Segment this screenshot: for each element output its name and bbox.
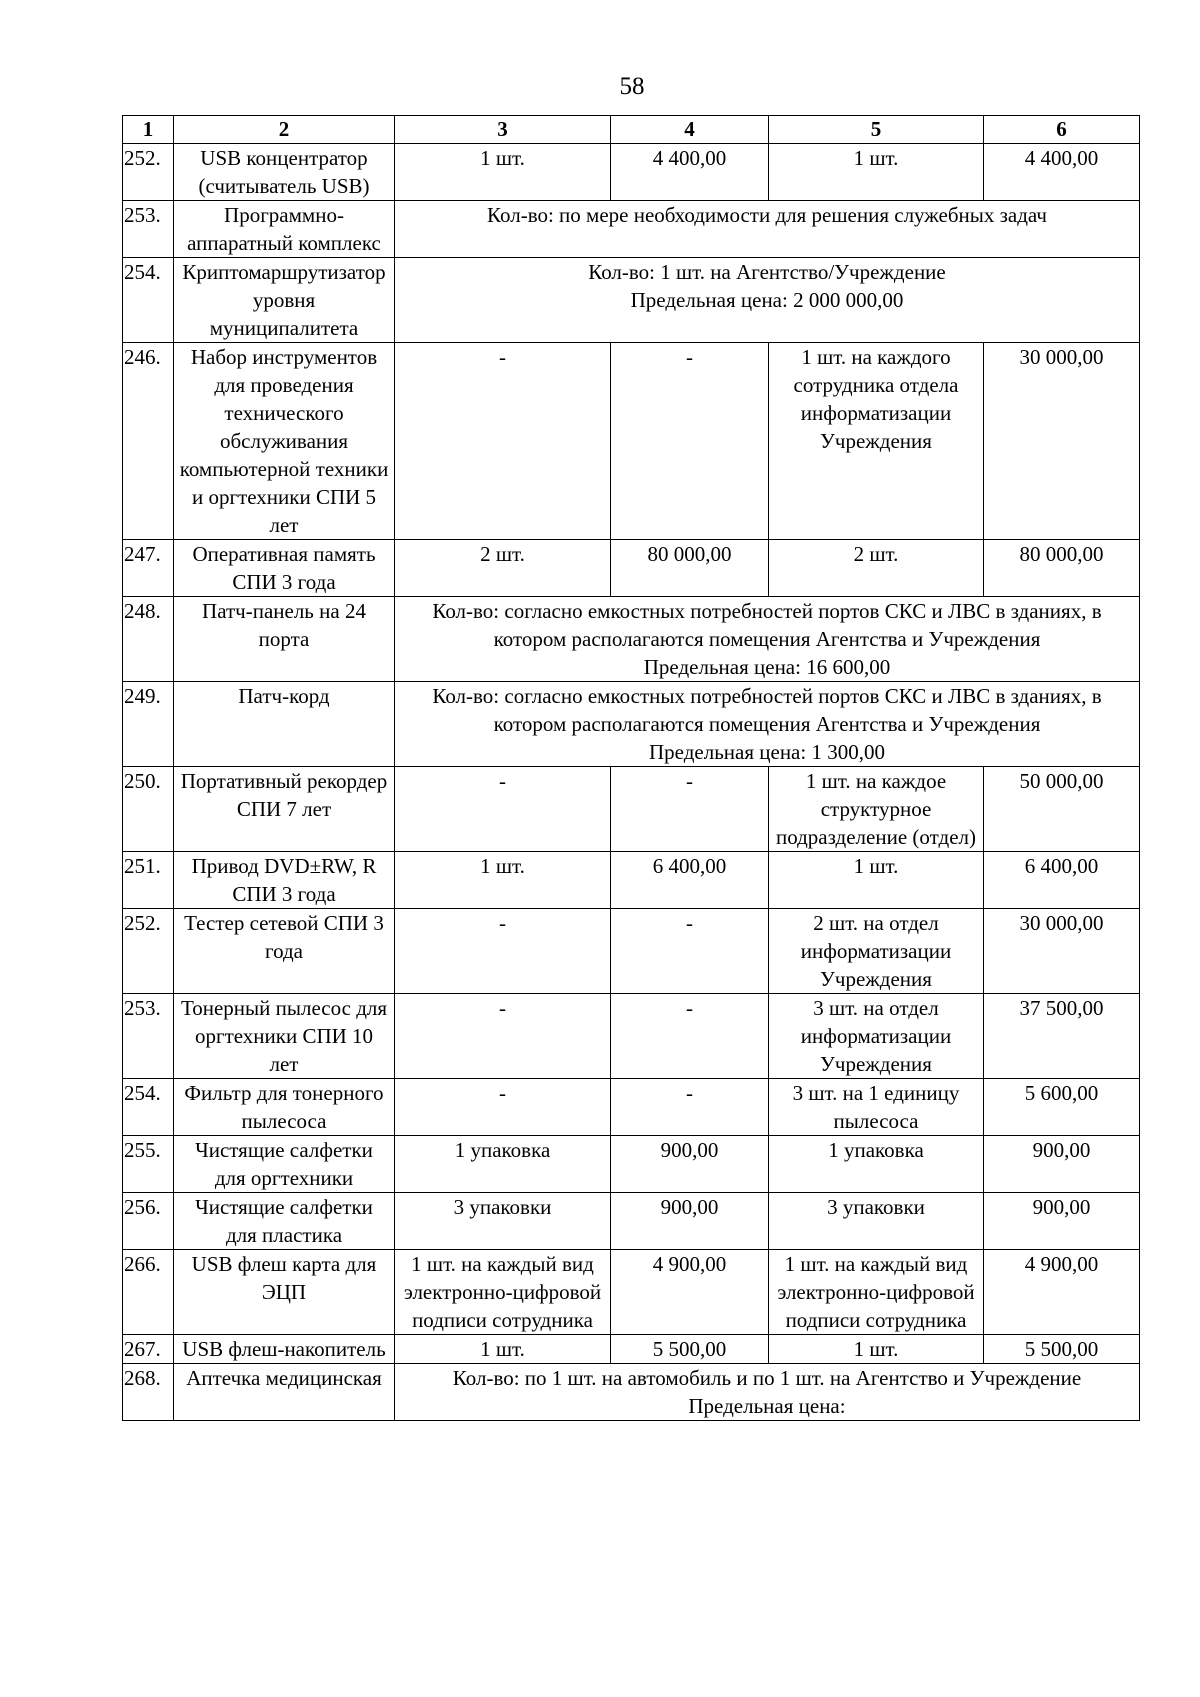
column-header: 6 — [984, 116, 1140, 144]
col5-value: 1 шт. — [769, 1335, 984, 1364]
col6-value: 5 500,00 — [984, 1335, 1140, 1364]
table-row — [123, 343, 1140, 540]
row-number: 256. — [123, 1193, 174, 1250]
merged-note — [395, 597, 1140, 682]
table-row — [123, 909, 1140, 994]
col5-value: 3 шт. на отдел информатизации Учреждения — [769, 994, 984, 1079]
row-number: 255. — [123, 1136, 174, 1193]
note-line: Кол-во: согласно емкостных потребностей портов СКС и ЛВС в зданиях, в — [432, 599, 1102, 623]
page-number: 58 — [619, 73, 645, 100]
item-name: Патч-корд — [174, 682, 395, 767]
row-number: 246. — [123, 343, 174, 540]
item-name: Аптечка медицинская — [174, 1364, 395, 1421]
note-line: Предельная цена: 1 300,00 — [649, 740, 885, 764]
item-name: Набор инструментов для проведения технического обслуживания компьютерной техники и оргтехники СПИ 5 лет — [174, 343, 395, 540]
table-row — [123, 144, 1140, 201]
table-row — [123, 201, 1140, 258]
table-row — [123, 682, 1140, 767]
item-name: Оперативная память СПИ 3 года — [174, 540, 395, 597]
col4-value: 900,00 — [611, 1136, 769, 1193]
item-name: Программно-аппаратный комплекс — [174, 201, 395, 258]
row-number: 253. — [123, 201, 174, 258]
col6-value: 900,00 — [984, 1193, 1140, 1250]
table-row — [123, 1136, 1140, 1193]
col6-value: 37 500,00 — [984, 994, 1140, 1079]
item-name: USB концентратор (считыватель USB) — [174, 144, 395, 201]
column-header: 4 — [611, 116, 769, 144]
col3-value: - — [395, 909, 611, 994]
table-row — [123, 1079, 1140, 1136]
table-row — [123, 1335, 1140, 1364]
item-name: Фильтр для тонерного пылесоса — [174, 1079, 395, 1136]
table-row — [123, 258, 1140, 343]
table-row — [123, 1364, 1140, 1421]
note-line: Кол-во: согласно емкостных потребностей портов СКС и ЛВС в зданиях, в — [432, 684, 1102, 708]
col3-value: - — [395, 343, 611, 540]
row-number: 252. — [123, 909, 174, 994]
col5-value: 1 шт. на каждый вид электронно-цифровой подписи сотрудника — [769, 1250, 984, 1335]
item-name: Патч-панель на 24 порта — [174, 597, 395, 682]
col4-value: 900,00 — [611, 1193, 769, 1250]
row-number: 267. — [123, 1335, 174, 1364]
header-row — [123, 116, 1140, 144]
merged-note — [395, 201, 1140, 258]
item-name: Чистящие салфетки для пластика — [174, 1193, 395, 1250]
col6-value: 6 400,00 — [984, 852, 1140, 909]
item-name: Портативный рекордер СПИ 7 лет — [174, 767, 395, 852]
note-line: Кол-во: по мере необходимости для решения служебных задач — [487, 203, 1047, 227]
column-header: 3 — [395, 116, 611, 144]
col3-value: 1 шт. на каждый вид электронно-цифровой подписи сотрудника — [395, 1250, 611, 1335]
col3-value: 2 шт. — [395, 540, 611, 597]
col4-value: 6 400,00 — [611, 852, 769, 909]
merged-note — [395, 682, 1140, 767]
row-number: 253. — [123, 994, 174, 1079]
item-name: Тестер сетевой СПИ 3 года — [174, 909, 395, 994]
table-row — [123, 1193, 1140, 1250]
note-line: котором располагаются помещения Агентства и Учреждения — [493, 627, 1041, 651]
item-name: Криптомаршрутизатор уровня муниципалитета — [174, 258, 395, 343]
col6-value: 50 000,00 — [984, 767, 1140, 852]
col5-value: 2 шт. — [769, 540, 984, 597]
row-number: 254. — [123, 1079, 174, 1136]
col4-value: - — [611, 343, 769, 540]
table-row — [123, 540, 1140, 597]
col6-value: 30 000,00 — [984, 343, 1140, 540]
item-name: USB флеш карта для ЭЦП — [174, 1250, 395, 1335]
col4-value: - — [611, 1079, 769, 1136]
col4-value: 4 400,00 — [611, 144, 769, 201]
note-line: Кол-во: по 1 шт. на автомобиль и по 1 шт. на Агентство и Учреждение — [452, 1366, 1082, 1390]
table-row — [123, 597, 1140, 682]
col3-value: 3 упаковки — [395, 1193, 611, 1250]
table-body — [123, 144, 1140, 1421]
row-number: 248. — [123, 597, 174, 682]
item-name: USB флеш-накопитель — [174, 1335, 395, 1364]
col6-value: 4 900,00 — [984, 1250, 1140, 1335]
row-number: 250. — [123, 767, 174, 852]
table-row — [123, 852, 1140, 909]
column-header: 5 — [769, 116, 984, 144]
col4-value: 4 900,00 — [611, 1250, 769, 1335]
col6-value: 80 000,00 — [984, 540, 1140, 597]
col5-value: 1 шт. — [769, 144, 984, 201]
col5-value: 1 шт. — [769, 852, 984, 909]
col5-value: 2 шт. на отдел информатизации Учреждения — [769, 909, 984, 994]
col4-value: 80 000,00 — [611, 540, 769, 597]
row-number: 247. — [123, 540, 174, 597]
col3-value: 1 шт. — [395, 852, 611, 909]
row-number: 251. — [123, 852, 174, 909]
col3-value: - — [395, 1079, 611, 1136]
col6-value: 4 400,00 — [984, 144, 1140, 201]
row-number: 266. — [123, 1250, 174, 1335]
note-line: Предельная цена: 2 000 000,00 — [630, 288, 904, 312]
col3-value: 1 упаковка — [395, 1136, 611, 1193]
column-header: 2 — [174, 116, 395, 144]
col3-value: - — [395, 994, 611, 1079]
row-number: 249. — [123, 682, 174, 767]
requirements-table — [122, 115, 1140, 1421]
col6-value: 900,00 — [984, 1136, 1140, 1193]
row-number: 268. — [123, 1364, 174, 1421]
row-number: 252. — [123, 144, 174, 201]
note-line: Предельная цена: — [688, 1394, 846, 1418]
item-name: Привод DVD±RW, R СПИ 3 года — [174, 852, 395, 909]
col5-value: 1 шт. на каждое структурное подразделение (отдел) — [769, 767, 984, 852]
note-line: Предельная цена: 16 600,00 — [643, 655, 891, 679]
col5-value: 3 упаковки — [769, 1193, 984, 1250]
col4-value: - — [611, 767, 769, 852]
col5-value: 1 шт. на каждого сотрудника отдела информатизации Учреждения — [769, 343, 984, 540]
table-row — [123, 1250, 1140, 1335]
table-row — [123, 994, 1140, 1079]
item-name: Тонерный пылесос для оргтехники СПИ 10 лет — [174, 994, 395, 1079]
col3-value: 1 шт. — [395, 144, 611, 201]
col4-value: - — [611, 994, 769, 1079]
col6-value: 30 000,00 — [984, 909, 1140, 994]
merged-note — [395, 258, 1140, 343]
col5-value: 3 шт. на 1 единицу пылесоса — [769, 1079, 984, 1136]
col4-value: - — [611, 909, 769, 994]
note-line: котором располагаются помещения Агентства и Учреждения — [493, 712, 1041, 736]
col3-value: 1 шт. — [395, 1335, 611, 1364]
table-row — [123, 767, 1140, 852]
col4-value: 5 500,00 — [611, 1335, 769, 1364]
col3-value: - — [395, 767, 611, 852]
column-header: 1 — [123, 116, 174, 144]
row-number: 254. — [123, 258, 174, 343]
item-name: Чистящие салфетки для оргтехники — [174, 1136, 395, 1193]
col5-value: 1 упаковка — [769, 1136, 984, 1193]
note-line: Кол-во: 1 шт. на Агентство/Учреждение — [588, 260, 946, 284]
col6-value: 5 600,00 — [984, 1079, 1140, 1136]
merged-note — [395, 1364, 1140, 1421]
